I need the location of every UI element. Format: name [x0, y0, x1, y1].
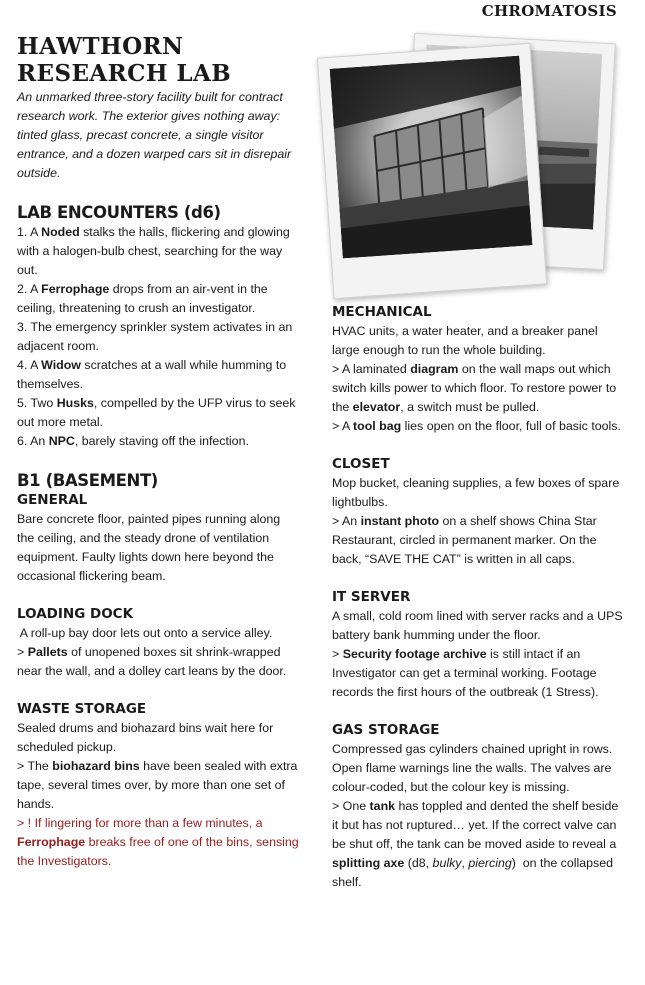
- encounter-item: 3. The emergency sprinkler system activates in an adjacent room.: [17, 320, 293, 353]
- closet-title: CLOSET: [332, 456, 390, 472]
- waste-storage-item: > The biohazard bins have been sealed with extra tape, several times over, by more than one set of hands.: [17, 759, 298, 811]
- right-column: [332, 303, 624, 892]
- encounter-item: 2. A Ferrophage drops from an air-vent in the ceiling, threatening to crush an investigator.: [17, 282, 268, 315]
- gas-storage-title: GAS STORAGE: [332, 722, 440, 738]
- closet-text: Mop bucket, cleaning supplies, a few boxes of spare lightbulbs.: [332, 476, 620, 509]
- closet-item: > An instant photo on a shelf shows China Star Restaurant, circled in permanent marker. On the back, “SAVE THE CAT” is written in all caps.: [332, 514, 597, 566]
- waste-storage-title: WASTE STORAGE: [17, 701, 147, 717]
- mechanical-item-toolbag: > A tool bag lies open on the floor, full of basic tools.: [332, 419, 621, 433]
- it-server-text: A small, cold room lined with server racks and a UPS battery bank humming under the floor.: [332, 609, 623, 642]
- loading-dock-title: LOADING DOCK: [17, 606, 134, 622]
- page-title-line-1: HAWTHORN: [17, 33, 184, 60]
- page-title: [17, 33, 299, 87]
- waste-storage-text: Sealed drums and biohazard bins wait here for scheduled pickup.: [17, 721, 274, 754]
- encounters-list: [17, 223, 299, 451]
- general-title: GENERAL: [17, 492, 88, 508]
- gas-storage-text: Compressed gas cylinders chained upright in rows. Open flame warnings line the walls. The valves are colour-coded, but the colour key is missing.: [332, 742, 613, 794]
- it-server-title: IT SERVER: [332, 589, 411, 605]
- encounter-item: 4. A Widow scratches at a wall while humming to themselves.: [17, 358, 287, 391]
- it-server-item: > Security footage archive is still intact if an Investigator can get a terminal working. Footage records the first hours of the outbreak (1 Stress).: [332, 647, 599, 699]
- encounters-heading: LAB ENCOUNTERS (d6): [17, 203, 221, 222]
- encounter-item: 6. An NPC, barely staving off the infection.: [17, 434, 249, 448]
- header-brand: CHROMATOSIS: [481, 2, 617, 20]
- photo-front: [317, 43, 547, 299]
- left-column: [17, 33, 299, 871]
- mechanical-item-diagram: > A laminated diagram on the wall maps out which switch kills power to which floor. To restore power to the elevator, a switch must be pulled.: [332, 362, 617, 414]
- loading-dock-item: > Pallets of unopened boxes sit shrink-wrapped near the wall, and a dolley cart leans by the door.: [17, 645, 287, 678]
- intro-text: An unmarked three-story facility built for contract research work. The exterior gives nothing away: tinted glass, precast concrete, a single visitor entrance, and a dozen warped cars sit in disrepair outside.: [17, 90, 292, 180]
- encounter-item: 5. Two Husks, compelled by the UFP virus to seek out more metal.: [17, 396, 296, 429]
- page-title-line-2: RESEARCH LAB: [17, 60, 232, 87]
- loading-dock-text: A roll-up bay door lets out onto a service alley.: [17, 626, 273, 640]
- encounter-item: 1. A Noded stalks the halls, flickering and glowing with a halogen-bulb chest, searching for the way out.: [17, 225, 290, 277]
- photo-front-image: [330, 56, 533, 259]
- gas-storage-item: > One tank has toppled and dented the shelf beside it but has not ruptured… yet. If the correct valve can be shut off, the tank can be moved aside to reveal a splitting axe (d8, bulky, piercing) on the collapsed shelf.: [332, 799, 619, 889]
- b1-heading: B1 (BASEMENT): [17, 471, 158, 490]
- waste-storage-warning: > ! If lingering for more than a few minutes, a Ferrophage breaks free of one of the bins, sensing the Investigators.: [17, 816, 299, 868]
- mechanical-text: HVAC units, a water heater, and a breaker panel large enough to run the whole building.: [332, 324, 598, 357]
- mechanical-title: MECHANICAL: [332, 304, 432, 320]
- general-text: Bare concrete floor, painted pipes running along the ceiling, and the steady drone of ventilation equipment. Faulty lights down here beyond the occasional flickering beam.: [17, 512, 281, 583]
